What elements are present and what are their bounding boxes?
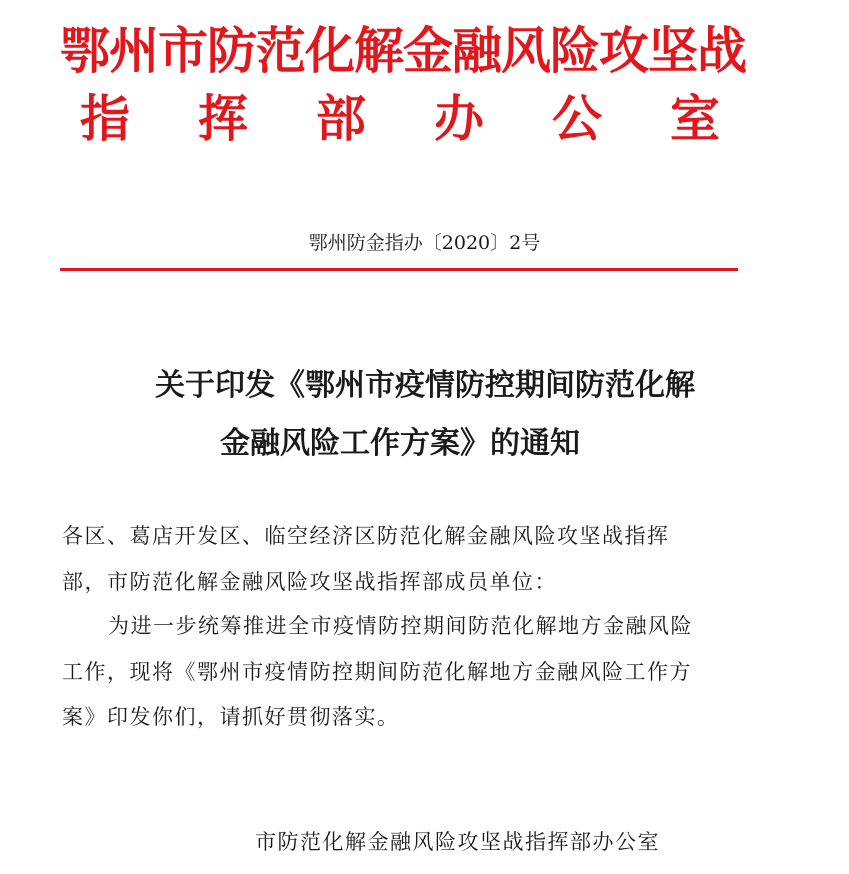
body-line: 为进一步统筹推进全市疫情防控期间防范化解地方金融风险: [108, 614, 693, 638]
notice-title-line2: 金融风险工作方案》的通知: [220, 426, 580, 461]
document-number: 鄂州防金指办〔2020〕2号: [308, 232, 541, 254]
issuing-authority-title-line2: [60, 90, 740, 148]
title-char: 指: [80, 90, 130, 148]
body-line: 工作，现将《鄂州市疫情防控期间防范化解地方金融风险工作方: [62, 660, 692, 684]
issuing-authority-title-line1: 鄂州市防范化解金融风险攻坚战: [60, 22, 746, 80]
title-char: 公: [552, 90, 602, 148]
red-divider-line: [60, 268, 738, 271]
title-char: 挥: [198, 90, 248, 148]
body-line: 各区、葛店开发区、临空经济区防范化解金融风险攻坚战指挥: [62, 524, 670, 548]
body-line: 部，市防范化解金融风险攻坚战指挥部成员单位：: [62, 570, 557, 594]
title-char: 办: [434, 90, 484, 148]
notice-title-line1: 关于印发《鄂州市疫情防控期间防范化解: [155, 368, 695, 403]
signature-issuer: 市防范化解金融风险攻坚战指挥部办公室: [255, 830, 660, 854]
title-char: 室: [670, 90, 720, 148]
title-char: 部: [316, 90, 366, 148]
body-line: 案》印发你们，请抓好贯彻落实。: [62, 705, 400, 729]
